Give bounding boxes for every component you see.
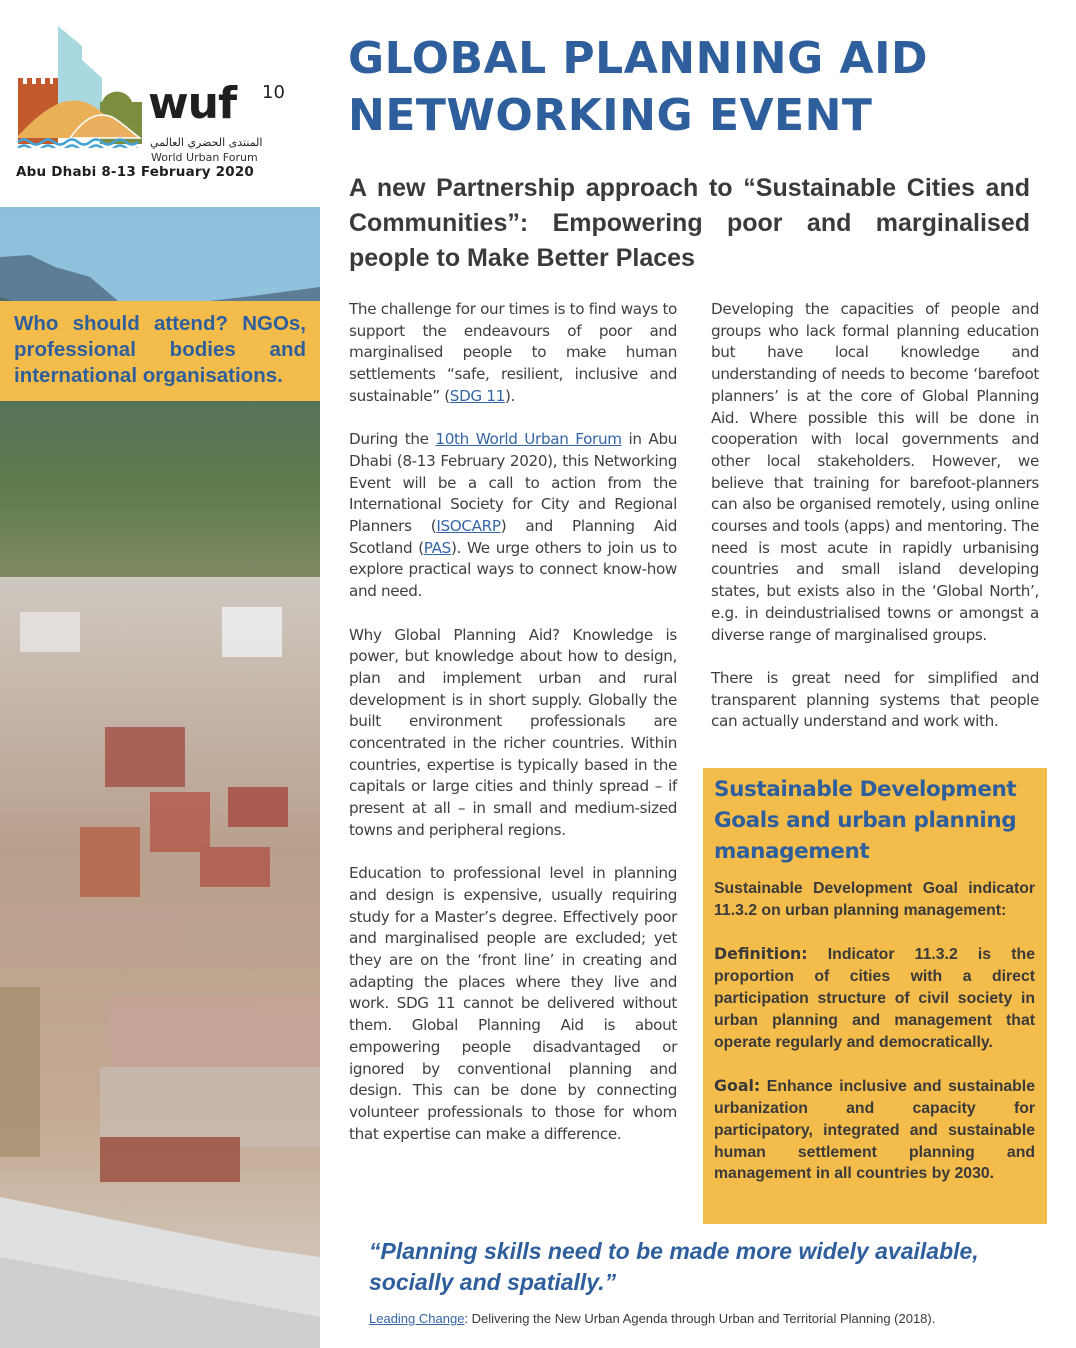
paragraph-wuf (349, 429, 677, 603)
paragraph-text: in Abu Dhabi (8-13 February 2020), this Networking Event will be a call to action from the International Society for City and Regional Planners ( (349, 430, 678, 536)
paragraph-why: Why Global Planning Aid? Knowledge is power, but knowledge about how to design, plan and implement urban and rural development is in short supply. Globally the built environment professionals are concentrated in the richer countries. Within countries, expertise is typically based in the capitals or large cities and thinly spread – if present at all – in small and medium-sized towns and peripheral regions. (349, 625, 677, 839)
left-column (0, 0, 320, 1348)
body-column-2 (711, 299, 1039, 755)
who-should-attend-box (0, 301, 320, 401)
paragraph-text: ). (504, 386, 516, 405)
paragraph-challenge (349, 299, 677, 408)
definition-text: Indicator 11.3.2 is the proportion of cities with a direct participation structure of civil society in urban planning and management that operate regularly and democratically. (714, 946, 1035, 1051)
logo-superscript: 10 (262, 82, 285, 103)
quote-source-text: : Delivering the New Urban Agenda through Urban and Territorial Planning (2018). (464, 1311, 936, 1326)
logo-wordmark: wuf (148, 78, 237, 129)
goal-text: Enhance inclusive and sustainable urbanization and capacity for participatory, integrated and sustainable human settlement planning and management in all countries by 2030. (714, 1078, 1035, 1183)
leading-change-link[interactable]: Leading Change (369, 1311, 465, 1326)
body-column-1 (349, 299, 677, 1167)
sdg-box-body (714, 878, 1035, 1185)
paragraph-text: During the (349, 430, 436, 449)
quote-source (369, 1311, 1059, 1326)
sdg-definition (714, 943, 1035, 1053)
sdg-intro: Sustainable Development Goal indicator 11.3.2 on urban planning management: (714, 880, 1035, 919)
logo-arabic-name: المنتدى الحضري العالمي (150, 136, 263, 149)
goal-label: Goal: (714, 1076, 761, 1096)
paragraph-barefoot-planners: Developing the capacities of people and groups who lack formal planning education but have local knowledge and understanding of needs to become ‘barefoot planners’ is at the core of Global Planning Aid. Where possible this will be done in cooperation with local governments and other local stakeholders. However, we believe that training for barefoot-planners can also be organised remotely, using online courses and tools (apps) and mentoring. The need is most acute in rapidly urbanising countries and small island developing states, but exists also in the ‘Global North’, e.g. in deindustrialised towns or amongst a diverse range of marginalised groups. (711, 300, 1039, 644)
page-title (348, 30, 1058, 144)
title-line-2: NETWORKING EVENT (348, 90, 873, 141)
sdg-box-title: Sustainable Development Goals and urban planning management (714, 777, 1017, 864)
paragraph-education: Education to professional level in planning and design is expensive, usually requiring study for a Master’s degree. Effectively poor and marginalised people are excluded; yet they are on the ‘front line’ in creating and adapting the places where they live and work. SDG 11 cannot be delivered without them. Global Planning Aid is about empowering people disadvantaged or ignored by conventional planning and design. This can be done by connecting volunteer professionals to those for whom that expertise can make a difference. (349, 864, 677, 1143)
sdg-info-box (703, 768, 1047, 1224)
wuf-emblem-icon (14, 18, 142, 148)
world-urban-forum-link[interactable]: 10th World Urban Forum (435, 430, 622, 449)
definition-label: Definition: (714, 944, 808, 964)
sdg-goal (714, 1075, 1035, 1185)
who-should-attend-text: Who should attend? NGOs, professional bodies and international organisations. (14, 312, 306, 387)
pas-link[interactable]: PAS (423, 538, 451, 557)
paragraph-text: ) and Planning Aid Scotland ( (349, 517, 677, 557)
event-dates: Abu Dhabi 8-13 February 2020 (16, 164, 255, 180)
paragraph-text: The challenge for our times is to find ways to support the endeavours of poor and marginalised people to make human settlements “safe, resilient, inclusive and sustainable” ( (349, 300, 677, 405)
wuf-logo (0, 0, 320, 205)
isocarp-link[interactable]: ISOCARP (436, 517, 501, 536)
title-line-1: GLOBAL PLANNING AID (348, 33, 928, 84)
sdg11-link[interactable]: SDG 11 (449, 386, 505, 405)
logo-english-name: World Urban Forum (151, 151, 258, 164)
paragraph-simplified-systems: There is great need for simplified and transparent planning systems that people can actually understand and work with. (711, 668, 1039, 731)
paragraph-text: ). We urge others to join us to explore practical ways to connect know-how and need. (349, 538, 677, 601)
pull-quote: “Planning skills need to be made more widely available, socially and spatially.” (369, 1238, 979, 1295)
page-subtitle: A new Partnership approach to “Sustainable Cities and Communities”: Empowering poor and marginalised people to Make Better Places (349, 174, 1030, 272)
